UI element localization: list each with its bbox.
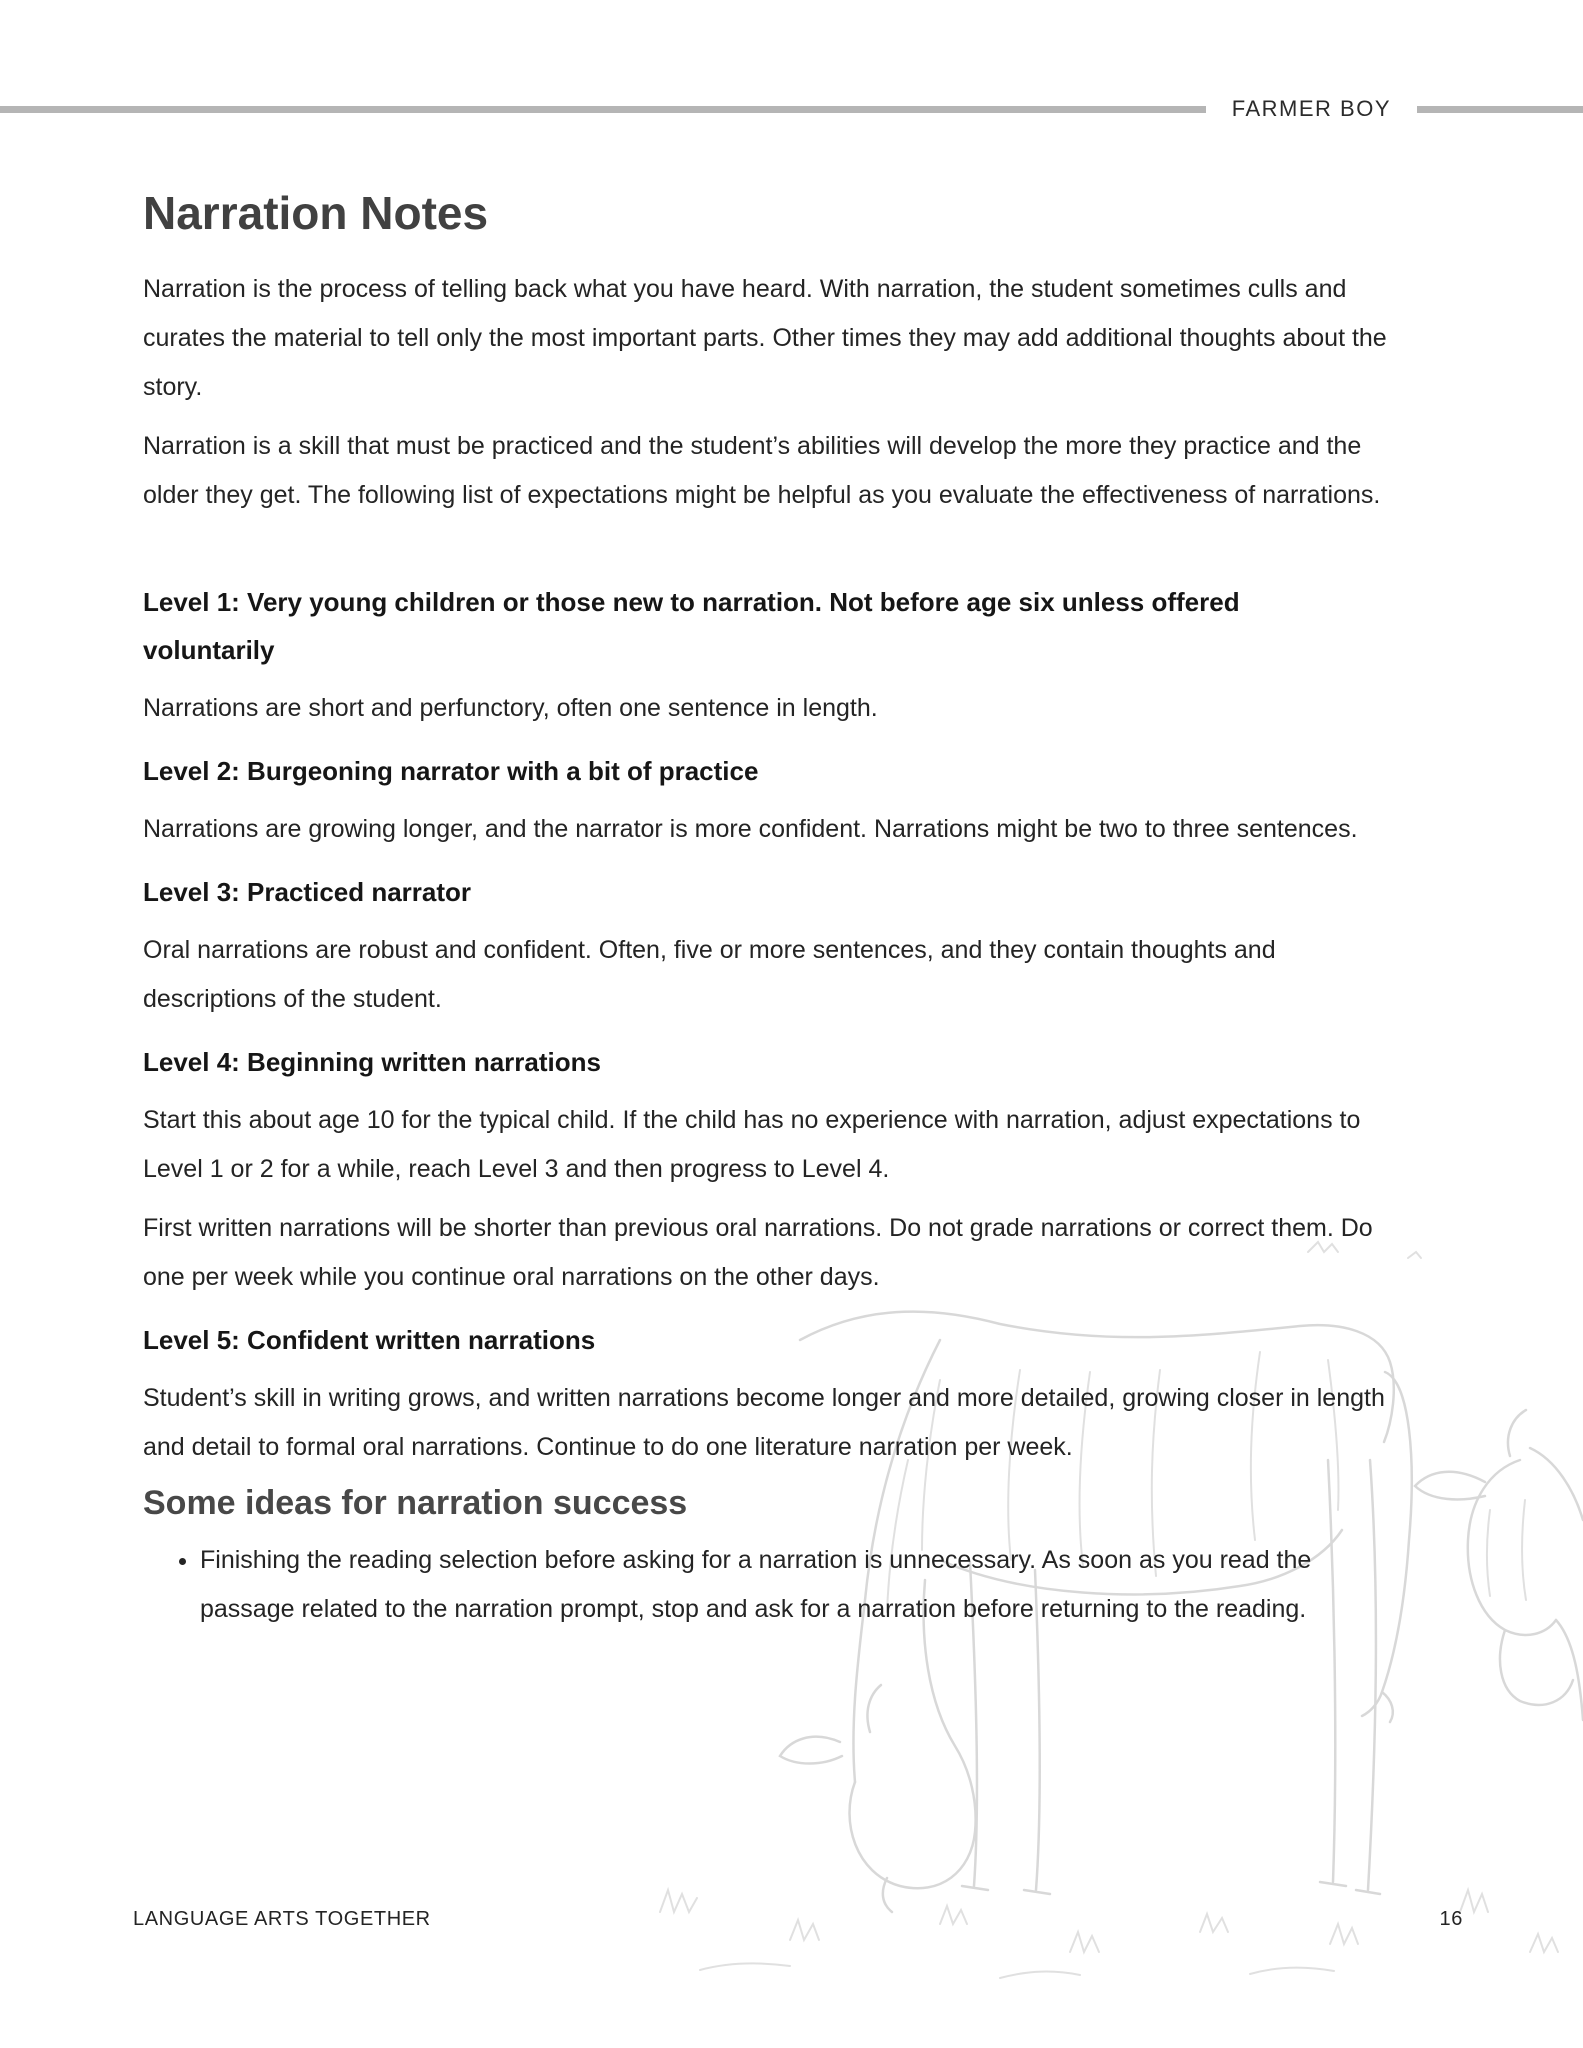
level-1-paragraph: Narrations are short and perfunctory, often one sentence in length. [143, 694, 878, 722]
page-footer [133, 1908, 1463, 1931]
header-rule-right [1417, 106, 1583, 113]
level-4-heading: Level 4: Beginning written narrations [143, 1047, 601, 1077]
header-rule-left [0, 106, 1206, 113]
ideas-list [143, 1536, 1391, 1634]
page-content [143, 150, 1391, 1634]
level-3-heading: Level 3: Practiced narrator [143, 877, 472, 907]
level-2-heading: Level 2: Burgeoning narrator with a bit of practice [143, 756, 759, 786]
page-header [0, 96, 1583, 122]
level-1-heading: Level 1: Very young children or those new to narration. Not before age six unless offered voluntarily [143, 587, 1240, 665]
level-4-paragraph-2: First written narrations will be shorter than previous oral narrations. Do not grade narrations or correct them. Do one per week while you continue oral narrations on the other days. [143, 1214, 1373, 1291]
section-heading: Some ideas for narration success [143, 1484, 688, 1522]
running-book-title: FARMER BOY [1231, 96, 1391, 121]
page-title: Narration Notes [143, 187, 489, 239]
intro-paragraph-2: Narration is a skill that must be practiced and the student’s abilities will develop the more they practice and the older they get. The following list of expectations might be helpful as you evaluate the effectiveness of narrations. [143, 432, 1381, 509]
level-4-paragraph-1: Start this about age 10 for the typical child. If the child has no experience with narration, adjust expectations to Level 1 or 2 for a while, reach Level 3 and then progress to Level 4. [143, 1106, 1361, 1183]
level-2-paragraph: Narrations are growing longer, and the narrator is more confident. Narrations might be two to three sentences. [143, 815, 1358, 843]
list-item: • Finishing the reading selection before asking for a narration is unnecessary. As soon as you read the passage related to the narration prompt, stop and ask for a narration before returning to the reading. [200, 1536, 1391, 1634]
page-number: 16 [1439, 1908, 1463, 1930]
level-5-paragraph: Student’s skill in writing grows, and written narrations become longer and more detailed, growing closer in length and detail to formal oral narrations. Continue to do one literature narration per week. [143, 1384, 1385, 1461]
level-5-heading: Level 5: Confident written narrations [143, 1325, 596, 1355]
intro-paragraph-1: Narration is the process of telling back what you have heard. With narration, the student sometimes culls and curates the material to tell only the most important parts. Other times they may add additional thoughts about the story. [143, 275, 1387, 401]
level-3-paragraph: Oral narrations are robust and confident. Often, five or more sentences, and they contain thoughts and descriptions of the student. [143, 936, 1276, 1013]
footer-series-title: LANGUAGE ARTS TOGETHER [133, 1908, 431, 1930]
